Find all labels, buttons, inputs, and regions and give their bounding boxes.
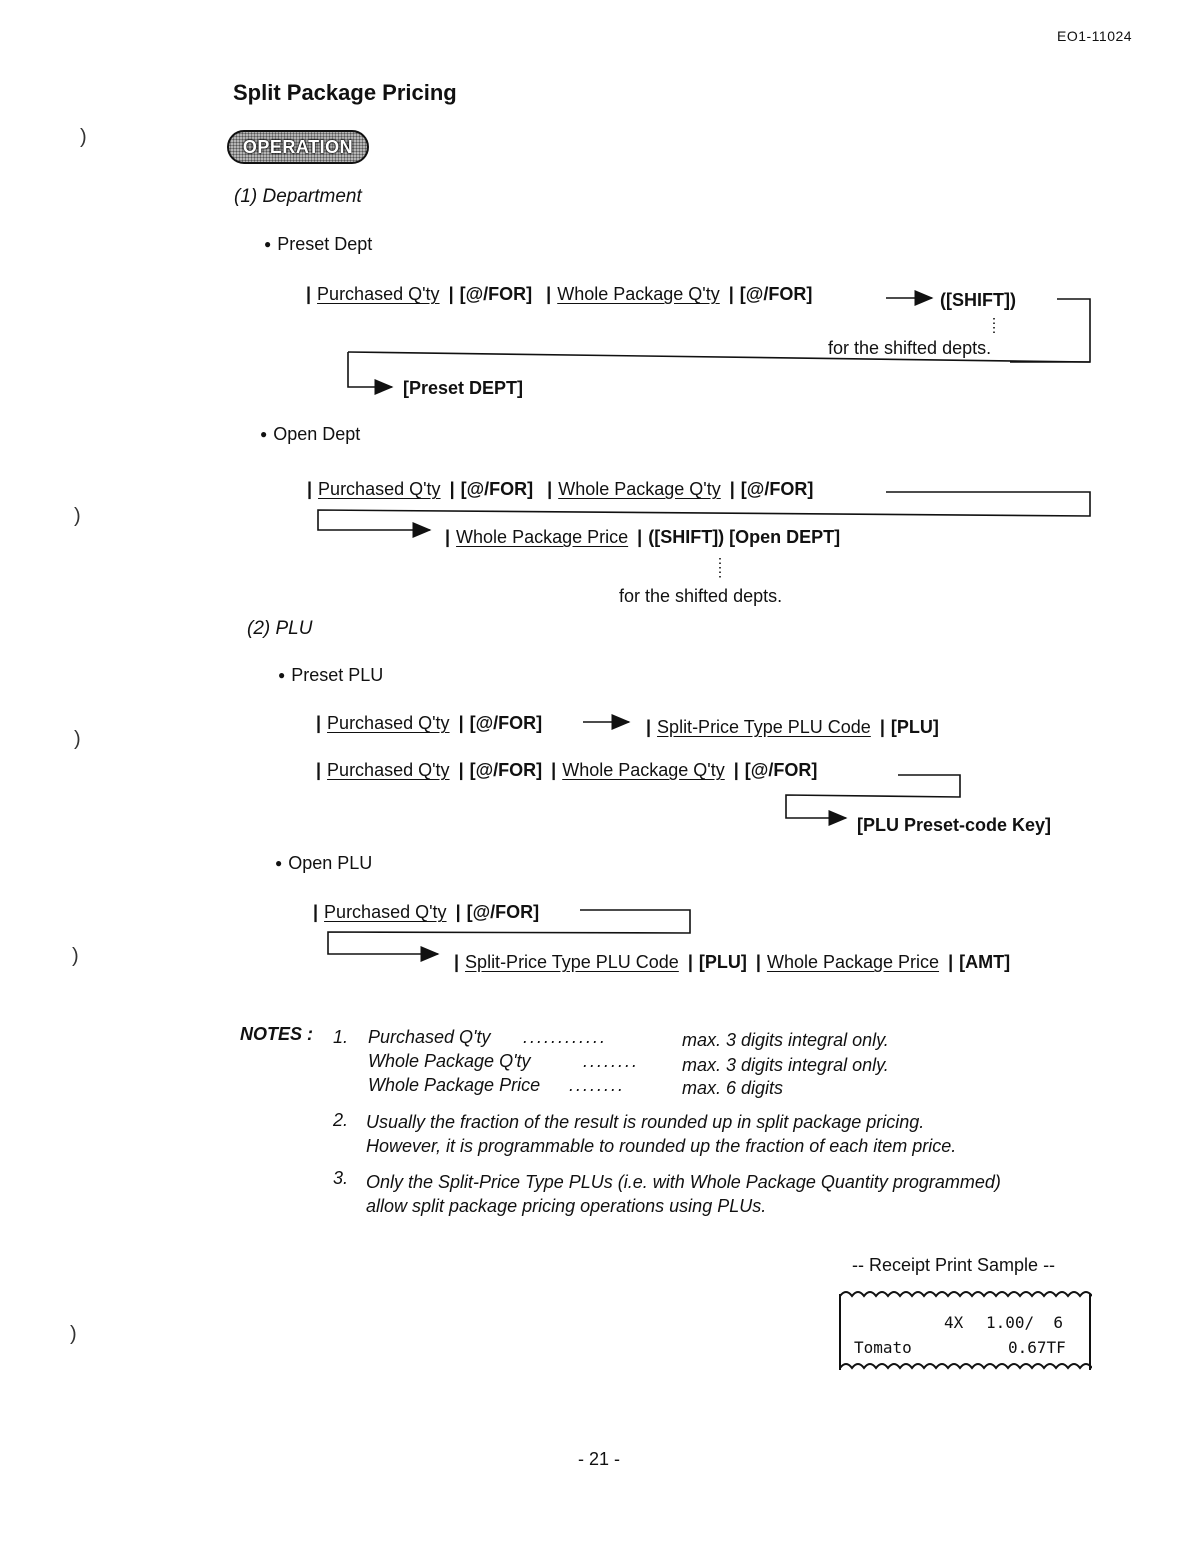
for-key: [@/FOR] bbox=[460, 479, 534, 499]
preset-plu-label: ● Preset PLU bbox=[278, 665, 383, 686]
margin-mark: ) bbox=[70, 1323, 77, 1345]
note-desc: max. 3 digits integral only. bbox=[682, 1055, 889, 1075]
note-number: 2. bbox=[333, 1110, 349, 1130]
for-key: [@/FOR] bbox=[466, 902, 540, 922]
receipt-unit-price: 1.00/ 6 bbox=[986, 1313, 1064, 1332]
preset-plu-sequence-line1-right: | Split-Price Type PLU Code | [PLU] bbox=[646, 717, 939, 737]
margin-mark: ) bbox=[74, 505, 81, 527]
receipt-item-price: 0.67TF bbox=[1008, 1338, 1066, 1357]
note-item: Whole Package Price bbox=[368, 1075, 541, 1095]
shift-open-dept-key: ([SHIFT]) [Open DEPT] bbox=[648, 527, 841, 547]
receipt-caption: -- Receipt Print Sample -- bbox=[852, 1255, 1056, 1275]
note-text: Only the Split-Price Type PLUs (i.e. with Whole Package Quantity programmed) bbox=[366, 1172, 1001, 1192]
receipt-item-name: Tomato bbox=[854, 1338, 912, 1357]
preset-plu-sequence-line2: | Purchased Q'ty | [@/FOR] | Whole Package Q'ty | [@/FOR] bbox=[316, 760, 818, 780]
preset-dept-sequence-line1: | Purchased Q'ty | [@/FOR] | Whole Package Q'ty | [@/FOR] bbox=[306, 284, 813, 304]
note-dots: ........ bbox=[569, 1075, 626, 1095]
note-item: Purchased Q'ty bbox=[368, 1027, 491, 1047]
section-department-heading: (1) Department bbox=[234, 186, 362, 207]
whole-package-price: Whole Package Price bbox=[456, 527, 629, 547]
split-price-plu-code: Split-Price Type PLU Code bbox=[465, 952, 679, 972]
margin-mark: ) bbox=[72, 945, 79, 967]
note-number: 1. bbox=[333, 1027, 349, 1047]
open-dept-label: ● Open Dept bbox=[260, 424, 360, 445]
whole-package-qty: Whole Package Q'ty bbox=[557, 284, 720, 304]
for-key: [@/FOR] bbox=[744, 760, 818, 780]
connector-preset-dept bbox=[348, 352, 1090, 362]
connector-preset-plu bbox=[786, 775, 960, 818]
margin-mark: ) bbox=[74, 728, 81, 750]
split-price-plu-code: Split-Price Type PLU Code bbox=[657, 717, 871, 737]
shift-key: ([SHIFT]) bbox=[940, 290, 1016, 310]
preset-plu-sequence-line1-left: | Purchased Q'ty | [@/FOR] bbox=[316, 713, 543, 733]
for-key: [@/FOR] bbox=[469, 713, 543, 733]
note-text: However, it is programmable to rounded up the fraction of each item price. bbox=[366, 1136, 957, 1156]
shifted-depts-note: for the shifted depts. bbox=[828, 338, 992, 358]
note-desc: max. 6 digits bbox=[682, 1078, 784, 1098]
purchased-qty: Purchased Q'ty bbox=[324, 902, 447, 922]
notes-heading: NOTES : bbox=[240, 1024, 314, 1044]
note-number: 3. bbox=[333, 1168, 349, 1188]
whole-package-qty: Whole Package Q'ty bbox=[562, 760, 725, 780]
connector-preset-dept bbox=[1010, 299, 1090, 362]
for-key: [@/FOR] bbox=[739, 284, 813, 304]
for-key: [@/FOR] bbox=[469, 760, 543, 780]
open-plu-label: ● Open PLU bbox=[275, 853, 372, 874]
open-plu-sequence-line1: | Purchased Q'ty | [@/FOR] bbox=[313, 902, 540, 922]
plu-key: [PLU] bbox=[890, 717, 939, 737]
note-text: Usually the fraction of the result is rounded up in split package pricing. bbox=[366, 1112, 925, 1132]
preset-dept-label: ● Preset Dept bbox=[264, 234, 372, 255]
page-title: Split Package Pricing bbox=[233, 80, 457, 105]
whole-package-price: Whole Package Price bbox=[766, 952, 940, 972]
purchased-qty: Purchased Q'ty bbox=[318, 479, 441, 499]
operation-badge: OPERATION bbox=[227, 130, 369, 164]
for-key: [@/FOR] bbox=[740, 479, 814, 499]
plu-preset-code-key: [PLU Preset-code Key] bbox=[857, 815, 1052, 835]
connector-open-dept bbox=[318, 492, 1090, 530]
note-text: allow split package pricing operations using PLUs. bbox=[366, 1196, 767, 1216]
plu-key: [PLU] bbox=[698, 952, 747, 972]
margin-mark: ) bbox=[80, 126, 87, 148]
note-item: Whole Package Q'ty bbox=[368, 1051, 531, 1071]
receipt-sample bbox=[838, 1288, 1092, 1374]
purchased-qty: Purchased Q'ty bbox=[327, 760, 450, 780]
page-number: - 21 - bbox=[578, 1449, 621, 1469]
preset-dept-key: [Preset DEPT] bbox=[403, 378, 524, 398]
document-id: EO1-11024 bbox=[1057, 28, 1133, 44]
for-key: [@/FOR] bbox=[459, 284, 533, 304]
note-desc: max. 3 digits integral only. bbox=[682, 1030, 889, 1050]
purchased-qty: Purchased Q'ty bbox=[317, 284, 440, 304]
note-dots: ............ bbox=[523, 1027, 608, 1047]
shifted-depts-note: for the shifted depts. bbox=[619, 586, 783, 606]
connector-preset-dept bbox=[348, 352, 392, 387]
purchased-qty: Purchased Q'ty bbox=[327, 713, 450, 733]
section-plu-heading: (2) PLU bbox=[247, 618, 313, 639]
open-plu-sequence-line2: | Split-Price Type PLU Code | [PLU] | Whole Package Price | [AMT] bbox=[454, 952, 1011, 972]
amt-key: [AMT] bbox=[959, 952, 1011, 972]
open-dept-sequence-line1: | Purchased Q'ty | [@/FOR] | Whole Package Q'ty | [@/FOR] bbox=[307, 479, 814, 499]
receipt-qty: 4X bbox=[944, 1313, 964, 1332]
connector-open-plu bbox=[328, 910, 690, 954]
note-dots: ........ bbox=[583, 1051, 640, 1071]
open-dept-sequence-line2: | Whole Package Price | ([SHIFT]) [Open DEPT] bbox=[445, 527, 841, 547]
whole-package-qty: Whole Package Q'ty bbox=[558, 479, 721, 499]
